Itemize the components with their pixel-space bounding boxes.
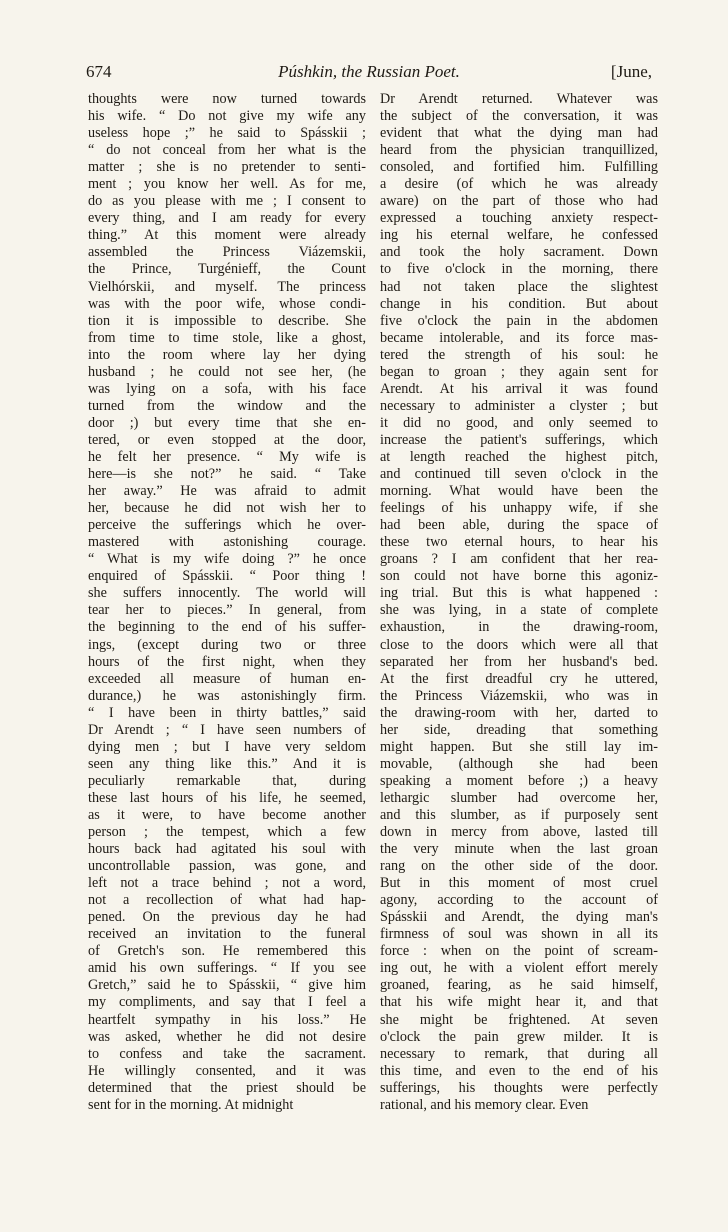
text-line: hours back had agitated his soul with <box>88 841 366 858</box>
text-line: tion it is impossible to describe. She <box>88 312 366 329</box>
text-line: hours of the first night, when they <box>88 653 366 670</box>
text-line: every thing, and I am ready for every <box>88 210 366 227</box>
header-date: [June, <box>610 62 652 81</box>
text-line: exhaustion, in the drawing-room, <box>380 619 658 636</box>
text-line: heartfelt sympathy in his loss.” He <box>88 1011 366 1028</box>
text-line: it did no good, and only seemed to <box>380 414 658 431</box>
text-line: left not a trace behind ; not a word, <box>88 875 366 892</box>
text-line: increase the patient's sufferings, which <box>380 431 658 448</box>
text-line: determined that the priest should be <box>88 1079 366 1096</box>
text-line: ment ; you know her well. As for me, <box>88 176 366 193</box>
text-line: was with the poor wife, whose condi- <box>88 295 366 312</box>
text-line: aware) on the part of those who had <box>380 193 658 210</box>
text-line: her side, dreading that something <box>380 721 658 738</box>
text-line: down in mercy from above, lasted till <box>380 824 658 841</box>
text-line: rational, and his memory clear. Even <box>380 1096 589 1113</box>
text-line: these last hours of his life, he seemed, <box>88 789 366 806</box>
text-line: turned from the window and the <box>88 397 366 414</box>
text-line: But in this moment of most cruel <box>380 875 658 892</box>
text-line: the beginning to the end of his suffer- <box>88 619 366 636</box>
text-line: amid his own sufferings. “ If you see <box>88 960 366 977</box>
text-line: Gretch,” said he to Spásskii, “ give him <box>88 977 366 994</box>
text-line: ing his eternal welfare, he confessed <box>380 227 658 244</box>
text-line: morning. What would have been the <box>380 483 658 500</box>
text-line: the very minute when the last groan <box>380 841 658 858</box>
text-line: ing trial. But this is what happened : <box>380 585 658 602</box>
text-line: “ What is my wife doing ?” he once <box>88 551 366 568</box>
text-line: and this slumber, as if purposely sent <box>380 806 658 823</box>
text-line: tered, or even stopped at the door, <box>88 431 366 448</box>
text-line: at length reached the highest pitch, <box>380 448 658 465</box>
text-line: separated her from her husband's bed. <box>380 653 658 670</box>
text-line: “ I have been in thirty battles,” said <box>88 704 366 721</box>
text-line: became intolerable, and its force mas- <box>380 329 658 346</box>
text-line: evident that what the dying man had <box>380 125 658 142</box>
text-line: ing out, he with a violent effort merely <box>380 960 658 977</box>
text-line: At the first dreadful cry he uttered, <box>380 670 658 687</box>
text-line: was lying on a sofa, with his face <box>88 380 366 397</box>
text-line: a desire (of which he was already <box>380 176 658 193</box>
text-line: Arendt. At his arrival it was found <box>380 380 658 397</box>
text-line: mastered with astonishing courage. <box>88 534 366 551</box>
running-header <box>86 60 652 88</box>
text-line: matter ; she is no pretender to senti- <box>88 159 366 176</box>
text-line: necessary to administer a clyster ; but <box>380 397 658 414</box>
text-line: change in his condition. But about <box>380 295 658 312</box>
text-line: pened. On the previous day he had <box>88 909 366 926</box>
text-line: of Gretch's son. He remembered this <box>88 943 366 960</box>
text-line: tered the strength of his soul: he <box>380 346 658 363</box>
text-line: her, because he did not wish her to <box>88 500 366 517</box>
text-line: had not taken place the slightest <box>380 278 658 295</box>
text-line: his wife. “ Do not give my wife any <box>88 108 366 125</box>
left-column <box>88 91 366 1114</box>
text-line: close to the doors which were all that <box>380 636 658 653</box>
text-line: He willingly consented, and it was <box>88 1062 366 1079</box>
text-line: force : when on the point of scream- <box>380 943 658 960</box>
text-line: peculiarly remarkable that, during <box>88 772 366 789</box>
text-line: the subject of the conversation, it was <box>380 108 658 125</box>
text-line: Dr Arendt ; “ I have seen numbers of <box>88 721 366 738</box>
text-line: rang on the other side of the door. <box>380 858 658 875</box>
text-line: exceeded all measure of human en- <box>88 670 366 687</box>
text-line: and took the holy sacrament. Down <box>380 244 658 261</box>
text-line: from time to time stole, like a ghost, <box>88 329 366 346</box>
text-line: received an invitation to the funeral <box>88 926 366 943</box>
text-line: and continued till seven o'clock in the <box>380 466 658 483</box>
text-line: movable, (although she had been <box>380 755 658 772</box>
text-line: thoughts were now turned towards <box>88 91 366 107</box>
text-line: to five o'clock in the morning, there <box>380 261 658 278</box>
page-number: 674 <box>86 62 112 81</box>
text-line: began to groan ; they again sent for <box>380 363 658 380</box>
text-line: enquired of Spásskii. “ Poor thing ! <box>88 568 366 585</box>
text-line: durance,) he was astonishingly firm. <box>88 687 366 704</box>
text-line: person ; the tempest, which a few <box>88 824 366 841</box>
text-line: into the room where lay her dying <box>88 346 366 363</box>
text-line: the Princess Viázemskii, who was in <box>380 687 658 704</box>
text-line: this time, and even to the end of his <box>380 1062 658 1079</box>
text-line: not a recollection of what had hap- <box>88 892 366 909</box>
text-line: consoled, and fortified him. Fulfilling <box>380 159 658 176</box>
text-line: necessary to remark, that during all <box>380 1045 658 1062</box>
text-line: her away.” He was afraid to admit <box>88 483 366 500</box>
text-line: Vielhórskii, and myself. The princess <box>88 278 366 295</box>
text-line: she suffers innocently. The world will <box>88 585 366 602</box>
text-line: sent for in the morning. At midnight <box>88 1096 294 1113</box>
text-line: groans ? I am confident that her rea- <box>380 551 658 568</box>
text-line: feelings of his unhappy wife, if she <box>380 500 658 517</box>
text-line: that his wife might hear it, and that <box>380 994 658 1011</box>
text-line: he felt her presence. “ My wife is <box>88 448 366 465</box>
text-line: “ do not conceal from her what is the <box>88 142 366 159</box>
text-line: thing.” At this moment were already <box>88 227 366 244</box>
text-line: son could not have borne this agoniz- <box>380 568 658 585</box>
text-line: door ;) but every time that she en- <box>88 414 366 431</box>
text-line: Dr Arendt returned. Whatever was <box>380 91 658 107</box>
text-line: do as you please with me ; I consent to <box>88 193 366 210</box>
text-line: firmness of soul was shown in all its <box>380 926 658 943</box>
text-line: she was lying, in a state of complete <box>380 602 658 619</box>
text-line: expressed a touching anxiety respect- <box>380 210 658 227</box>
text-line: uncontrollable passion, was gone, and <box>88 858 366 875</box>
right-column <box>380 91 658 1114</box>
text-line: dying men ; but I have very seldom <box>88 738 366 755</box>
text-line: agony, according to the account of <box>380 892 658 909</box>
text-line: as it were, to have become another <box>88 806 366 823</box>
text-line: useless hope ;” he said to Spásskii ; <box>88 125 366 142</box>
text-line: perceive the sufferings which he over- <box>88 517 366 534</box>
text-line: speaking a moment before ;) a heavy <box>380 772 658 789</box>
text-line: groaned, fearing, as he said himself, <box>380 977 658 994</box>
running-title: Púshkin, the Russian Poet. <box>278 62 460 81</box>
text-line: might happen. But she still lay im- <box>380 738 658 755</box>
text-line: she might be frightened. At seven <box>380 1011 658 1028</box>
text-line: these two eternal hours, to hear his <box>380 534 658 551</box>
text-line: my compliments, and say that I feel a <box>88 994 366 1011</box>
text-line: the Prince, Turgénieff, the Count <box>88 261 366 278</box>
text-line: five o'clock the pain in the abdomen <box>380 312 658 329</box>
text-line: husband ; he could not see her, (he <box>88 363 366 380</box>
text-line: sufferings, his thoughts were perfectly <box>380 1079 658 1096</box>
text-line: Spásskii and Arendt, the dying man's <box>380 909 658 926</box>
text-line: heard from the physician tranquillized, <box>380 142 658 159</box>
text-line: here—is she not?” he said. “ Take <box>88 466 366 483</box>
text-line: was asked, whether he did not desire <box>88 1028 366 1045</box>
text-line: assembled the Princess Viázemskii, <box>88 244 366 261</box>
text-line: the drawing-room with her, darted to <box>380 704 658 721</box>
text-line: had been able, during the space of <box>380 517 658 534</box>
text-line: lethargic slumber had overcome her, <box>380 789 658 806</box>
text-line: to confess and take the sacrament. <box>88 1045 366 1062</box>
text-line: o'clock the pain grew milder. It is <box>380 1028 658 1045</box>
text-line: tear her to pieces.” In general, from <box>88 602 366 619</box>
text-line: ings, (except during two or three <box>88 636 366 653</box>
text-line: seen any thing like this.” And it is <box>88 755 366 772</box>
